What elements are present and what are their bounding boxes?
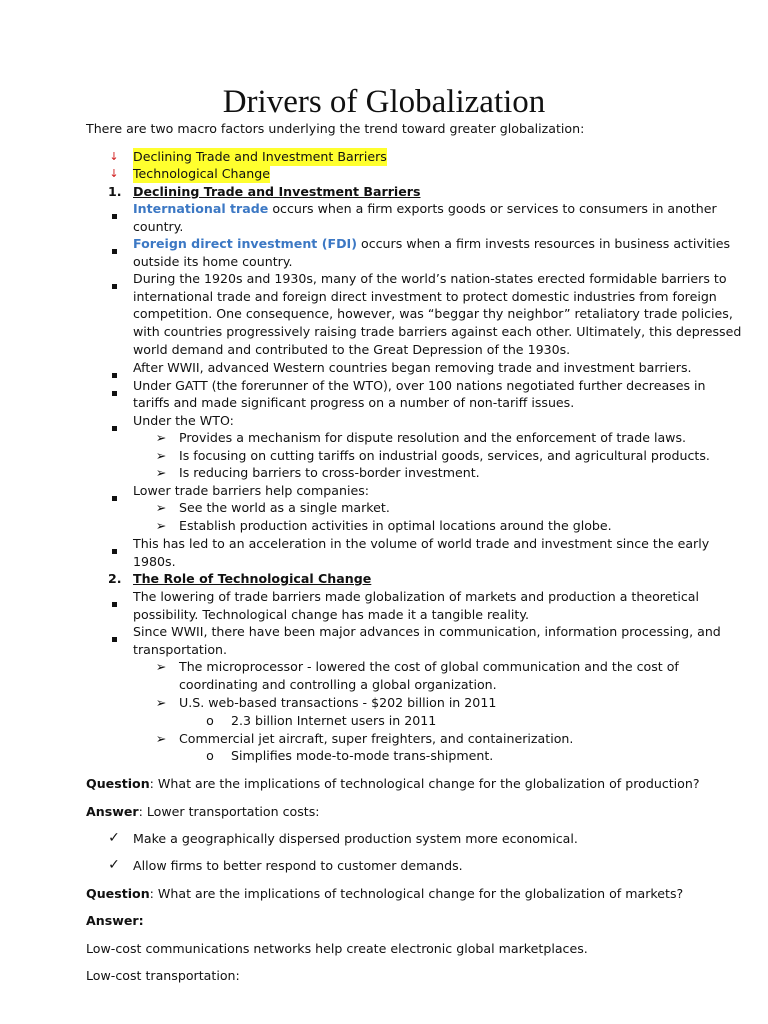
arrowhead-bullet-icon: ➢ <box>155 500 167 515</box>
sub-list-text: The microprocessor - lowered the cost of global communication and the cost of <box>179 659 679 674</box>
section-number: 2. <box>108 571 122 586</box>
list-text: occurs when a firm exports goods or services to consumers in another <box>268 201 717 216</box>
red-down-arrow-icon: ↓ <box>109 167 119 180</box>
list-text: Lower trade barriers help companies: <box>133 483 370 498</box>
red-down-arrow-icon: ↓ <box>109 150 119 163</box>
square-bullet-icon <box>107 488 121 506</box>
list-text: The lowering of trade barriers made globalization of markets and production a theoretical <box>133 589 700 604</box>
list-text: This has led to an acceleration in the volume of world trade and investment since the early <box>133 536 710 551</box>
arrowhead-bullet-icon: ➢ <box>155 659 167 674</box>
list-text: occurs when a firm invests resources in business activities <box>356 236 731 251</box>
square-bullet-icon <box>107 276 121 294</box>
list-text: world demand and contributed to the Great Depression of the 1930s. <box>133 342 571 357</box>
question-label: Question <box>86 886 150 901</box>
check-text: Allow firms to better respond to customer demands. <box>133 858 463 873</box>
square-bullet-icon <box>107 629 121 647</box>
list-text: Under the WTO: <box>133 413 234 428</box>
hollow-circle-bullet-icon: o <box>206 748 214 763</box>
arrowhead-bullet-icon: ➢ <box>155 518 167 533</box>
square-bullet-icon <box>107 418 121 436</box>
list-text: transportation. <box>133 642 228 657</box>
answer-label: Answer: <box>86 913 144 928</box>
list-text: Under GATT (the forerunner of the WTO), over 100 nations negotiated further decreases in <box>133 378 706 393</box>
checkmark-icon: ✓ <box>108 857 120 873</box>
checkmark-icon: ✓ <box>108 830 120 846</box>
circle-list-text: 2.3 billion Internet users in 2011 <box>231 713 437 728</box>
arrowhead-bullet-icon: ➢ <box>155 465 167 480</box>
list-text: competition. One consequence, however, was “beggar thy neighbor” retaliatory trade policies, <box>133 306 733 321</box>
square-bullet-icon <box>107 594 121 612</box>
list-text: 1980s. <box>133 554 176 569</box>
page-title: Drivers of Globalization <box>222 84 546 120</box>
list-text: After WWII, advanced Western countries began removing trade and investment barriers. <box>133 360 692 375</box>
list-text: possibility. Technological change has made it a tangible reality. <box>133 607 529 622</box>
paragraph-text: Low-cost transportation: <box>86 968 240 983</box>
term-international-trade: International trade <box>133 201 269 216</box>
list-text: During the 1920s and 1930s, many of the world’s nation-states erected formidable barriers to <box>133 271 727 286</box>
arrowhead-bullet-icon: ➢ <box>155 448 167 463</box>
circle-list-text: Simplifies mode-to-mode trans-shipment. <box>231 748 494 763</box>
sub-list-text: Provides a mechanism for dispute resolution and the enforcement of trade laws. <box>179 430 687 445</box>
question-label: Question <box>86 776 150 791</box>
sub-list-text: coordinating and controlling a global organization. <box>179 677 497 692</box>
list-text: international trade and foreign direct investment to protect domestic industries from foreign <box>133 289 717 304</box>
square-bullet-icon <box>107 541 121 559</box>
paragraph-text: Low-cost communications networks help create electronic global marketplaces. <box>86 941 588 956</box>
answer-label: Answer <box>86 804 139 819</box>
arrowhead-bullet-icon: ➢ <box>155 731 167 746</box>
square-bullet-icon <box>107 365 121 383</box>
answer-text: : Lower transportation costs: <box>138 804 320 819</box>
sub-list-text: Commercial jet aircraft, super freighters, and containerization. <box>179 731 574 746</box>
sub-list-text: See the world as a single market. <box>179 500 390 515</box>
square-bullet-icon <box>107 241 121 259</box>
arrowhead-bullet-icon: ➢ <box>155 430 167 445</box>
question-text: : What are the implications of technological change for the globalization of markets? <box>149 886 684 901</box>
square-bullet-icon <box>107 206 121 224</box>
list-text: outside its home country. <box>133 254 293 269</box>
sub-list-text: U.S. web-based transactions - $202 billion in 2011 <box>179 695 497 710</box>
term-fdi: Foreign direct investment (FDI) <box>133 236 357 251</box>
intro-text: There are two macro factors underlying the trend toward greater globalization: <box>86 121 585 136</box>
section-title: Declining Trade and Investment Barriers <box>133 184 421 199</box>
highlight-text: Technological Change <box>133 166 270 181</box>
sub-list-text: Is focusing on cutting tariffs on industrial goods, services, and agricultural products. <box>179 448 710 463</box>
list-text: tariffs and made significant progress on a number of non-tariff issues. <box>133 395 575 410</box>
sub-list-text: Is reducing barriers to cross-border investment. <box>179 465 480 480</box>
arrowhead-bullet-icon: ➢ <box>155 695 167 710</box>
section-title: The Role of Technological Change <box>133 571 372 586</box>
list-text: country. <box>133 219 184 234</box>
list-text: Since WWII, there have been major advances in communication, information processing, and <box>133 624 721 639</box>
section-number: 1. <box>108 184 122 199</box>
hollow-circle-bullet-icon: o <box>206 713 214 728</box>
list-text: with countries progressively raising trade barriers against each other. Ultimately, this depressed <box>133 324 742 339</box>
check-text: Make a geographically dispersed production system more economical. <box>133 831 578 846</box>
sub-list-text: Establish production activities in optimal locations around the globe. <box>179 518 612 533</box>
square-bullet-icon <box>107 383 121 401</box>
question-text: : What are the implications of technological change for the globalization of production? <box>149 776 700 791</box>
highlight-text: Declining Trade and Investment Barriers <box>133 149 387 164</box>
